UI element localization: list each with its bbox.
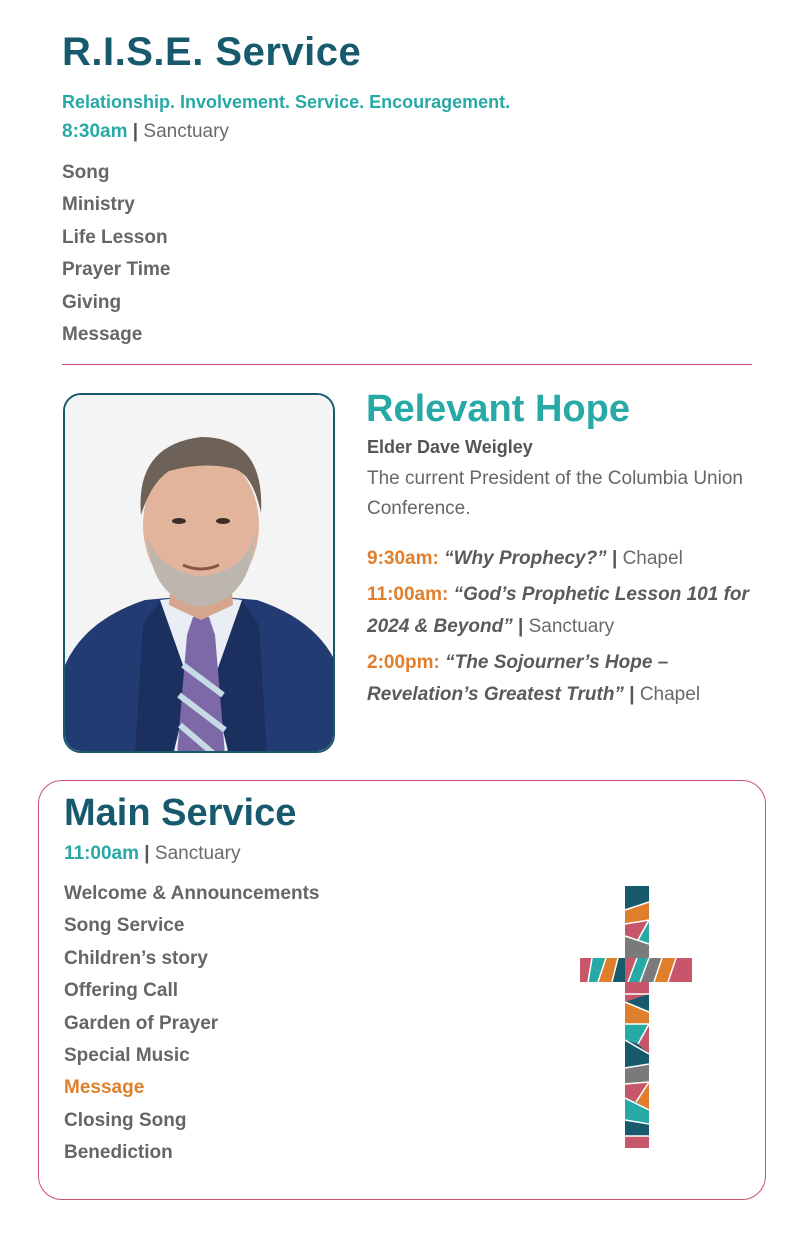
separator: | — [518, 616, 524, 637]
separator: | — [611, 548, 618, 569]
speaker-portrait-image — [65, 395, 335, 753]
separator: | — [629, 684, 635, 705]
session-item — [367, 647, 767, 711]
session-time: 9:30am: — [367, 548, 439, 569]
rise-time-location — [62, 121, 229, 143]
separator: | — [132, 121, 139, 142]
session-location: Sanctuary — [528, 616, 615, 637]
main-item-offering-call: Offering Call — [64, 980, 179, 1002]
main-item-garden-of-prayer: Garden of Prayer — [64, 1012, 219, 1034]
session-item — [367, 543, 767, 575]
rise-item-life-lesson: Life Lesson — [62, 226, 168, 248]
main-item-benediction: Benediction — [64, 1142, 173, 1164]
session-time: 2:00pm: — [367, 652, 440, 673]
rise-order-list — [62, 157, 170, 351]
relevant-hope-title: Relevant Hope — [366, 388, 630, 430]
speaker-photo — [63, 393, 335, 753]
rise-item-prayer-time: Prayer Time — [62, 259, 171, 281]
session-list — [367, 543, 767, 715]
session-time: 11:00am: — [367, 584, 449, 605]
main-service-title: Main Service — [64, 792, 297, 834]
separator: | — [144, 843, 150, 864]
rise-title: R.I.S.E. Service — [62, 30, 362, 74]
rise-item-giving: Giving — [62, 291, 122, 313]
rise-item-message: Message — [62, 323, 143, 345]
main-time: 11:00am — [64, 843, 140, 864]
main-item-special-music: Special Music — [64, 1044, 190, 1066]
session-title: “The Sojourner’s Hope – Revelation’s Greatest Truth” — [367, 652, 669, 705]
main-item-song-service: Song Service — [64, 915, 185, 937]
main-item-message: Message — [64, 1077, 145, 1099]
rise-item-ministry: Ministry — [62, 194, 135, 216]
main-item-welcome: Welcome & Announcements — [64, 883, 320, 904]
stained-glass-cross-icon — [578, 884, 694, 1155]
section-divider — [62, 364, 752, 365]
session-item — [367, 579, 767, 643]
rise-time: 8:30am — [62, 121, 128, 142]
speaker-name: Elder Dave Weigley — [367, 437, 533, 457]
main-item-childrens-story: Children’s story — [64, 947, 208, 969]
session-title: “God’s Prophetic Lesson 101 for 2024 & Beyond” — [367, 584, 749, 637]
rise-item-song: Song — [62, 162, 110, 183]
main-time-location — [64, 843, 240, 865]
session-title: “Why Prophecy?” — [444, 548, 607, 569]
session-location: Chapel — [622, 548, 683, 569]
main-order-list — [64, 878, 320, 1170]
speaker-description: The current President of the Columbia Union Conference. — [367, 468, 743, 519]
main-location: Sanctuary — [154, 843, 241, 864]
rise-subtitle: Relationship. Involvement. Service. Encouragement. — [62, 92, 511, 112]
rise-location: Sanctuary — [143, 121, 229, 142]
session-location: Chapel — [639, 684, 701, 705]
main-item-closing-song: Closing Song — [64, 1109, 187, 1131]
